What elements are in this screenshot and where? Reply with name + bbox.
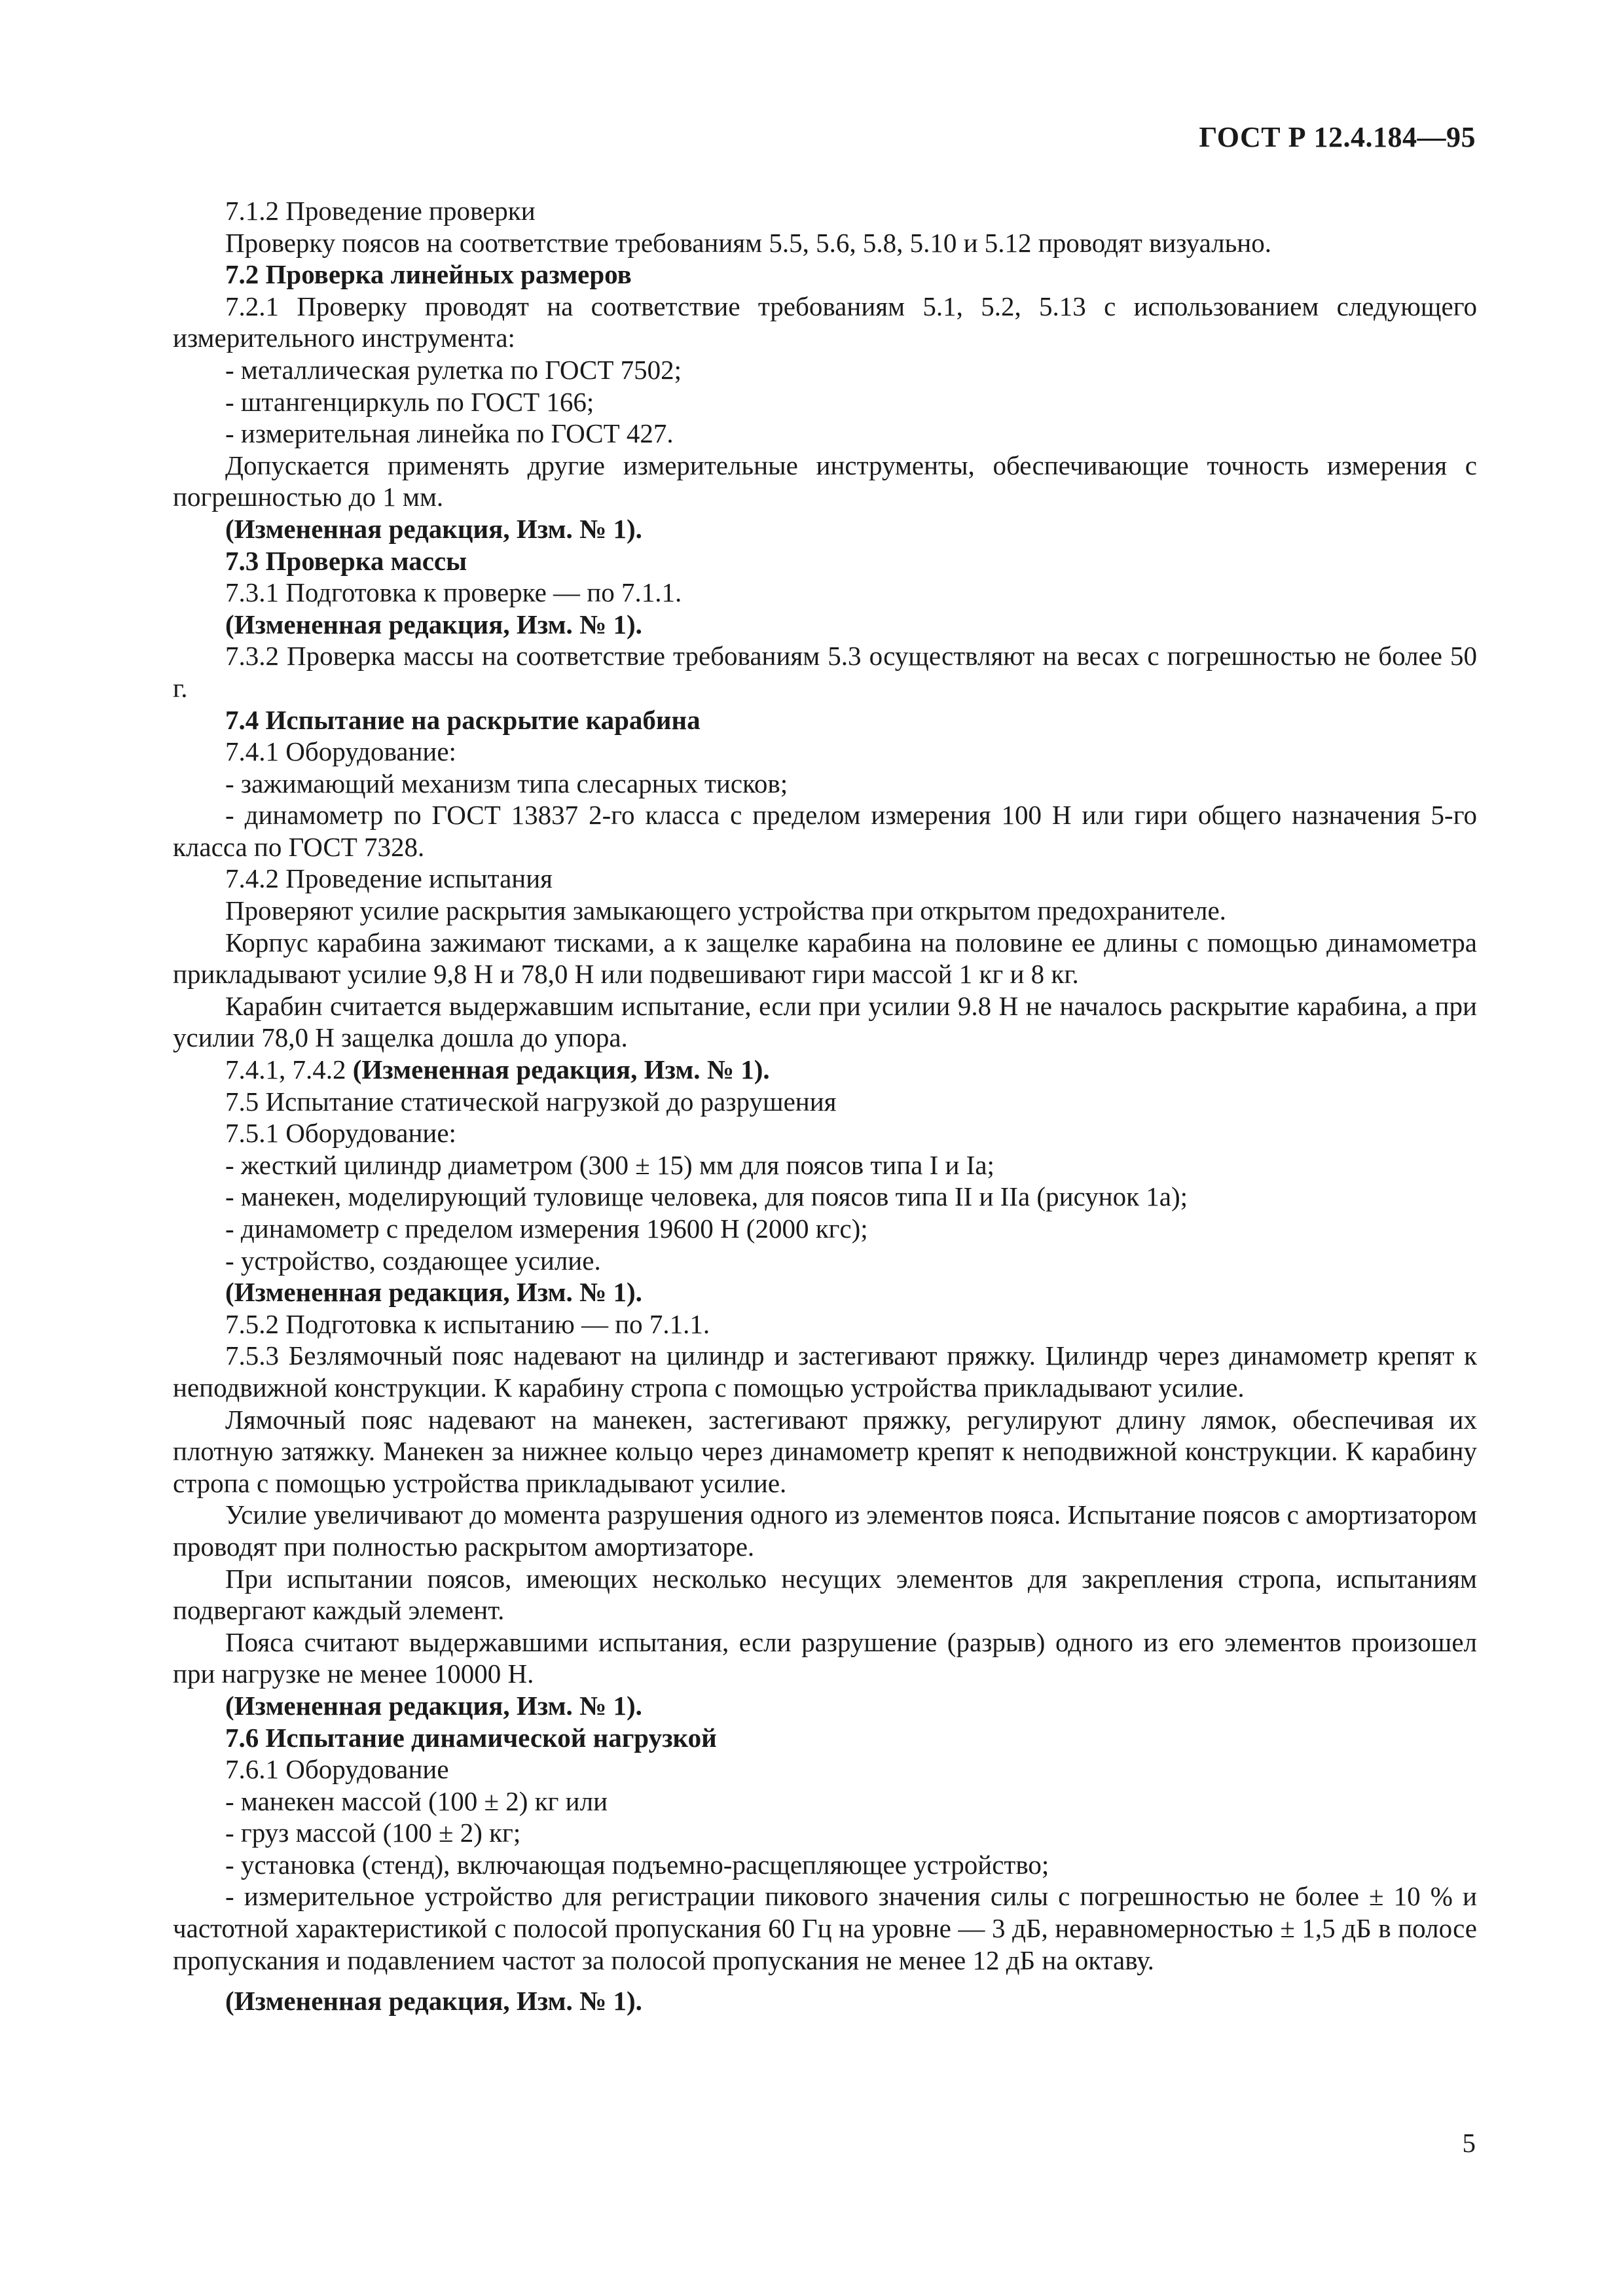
paragraph-38 (173, 1785, 1477, 1818)
paragraph-text: (Измененная редакция, Изм. № 1). (225, 1690, 642, 1721)
paragraph-0 (173, 195, 1477, 227)
paragraph-text: При испытании поясов, имеющих несколько несущих элементов для закрепления стропа, испытаниям подвергают каждый элемент. (173, 1563, 1477, 1626)
paragraph-35 (173, 1690, 1477, 1722)
paragraph-text: Пояса считают выдержавшими испытания, если разрушение (разрыв) одного из его элементов произошел при нагрузке не менее 10000 Н. (173, 1626, 1477, 1689)
paragraph-9 (173, 545, 1477, 577)
paragraph-31 (173, 1404, 1477, 1499)
paragraph-text: - манекен, моделирующий туловище человека, для поясов типа II и IIа (рисунок 1а); (225, 1181, 1188, 1212)
paragraph-20 (173, 990, 1477, 1054)
paragraph-28 (173, 1276, 1477, 1308)
paragraph-text: (Измененная редакция, Изм. № 1). (225, 513, 642, 544)
paragraph-text: 7.1.2 Проведение проверки (225, 196, 536, 226)
paragraph-15 (173, 768, 1477, 800)
paragraph-19 (173, 927, 1477, 990)
paragraph-text: 7.4.1 Оборудование: (225, 736, 456, 767)
paragraph-34 (173, 1626, 1477, 1690)
paragraph-6 (173, 418, 1477, 450)
paragraph-8 (173, 513, 1477, 545)
paragraph-text: 7.4.2 Проведение испытания (225, 863, 553, 894)
paragraph-text: - устройство, создающее усилие. (225, 1245, 601, 1276)
paragraph-40 (173, 1849, 1477, 1881)
paragraph-text: 7.2 Проверка линейных размеров (225, 259, 632, 290)
paragraph-23 (173, 1117, 1477, 1149)
paragraph-14 (173, 736, 1477, 768)
paragraph-39 (173, 1817, 1477, 1849)
paragraph-text: 7.6.1 Оборудование (225, 1754, 449, 1785)
paragraph-21 (173, 1054, 1477, 1086)
paragraph-41 (173, 1880, 1477, 1976)
paragraph-30 (173, 1340, 1477, 1403)
paragraph-text: Карабин считается выдержавшим испытание, если при усилии 9.8 Н не началось раскрытие карабина, а при усилии 78,0 Н защелка дошла до упора. (173, 990, 1477, 1053)
amendment-note: (Измененная редакция, Изм. № 1). (352, 1054, 770, 1085)
paragraph-5 (173, 386, 1477, 418)
paragraph-text: 7.4 Испытание на раскрытие карабина (225, 704, 701, 735)
paragraph-text: (Измененная редакция, Изм. № 1). (225, 609, 642, 639)
paragraph-text: 7.4.1, 7.4.2 (225, 1054, 353, 1085)
paragraph-11 (173, 609, 1477, 641)
paragraph-16 (173, 799, 1477, 863)
paragraph-text: 7.5 Испытание статической нагрузкой до разрушения (225, 1086, 837, 1117)
paragraph-37 (173, 1753, 1477, 1785)
paragraph-3 (173, 291, 1477, 354)
paragraph-text: - динамометр по ГОСТ 13837 2-го класса с пределом измерения 100 Н или гири общего назначения 5-го класса по ГОСТ 7328. (173, 800, 1477, 862)
paragraph-text: Допускается применять другие измерительные инструменты, обеспечивающие точность измерения с погрешностью до 1 мм. (173, 450, 1477, 512)
paragraph-text: 7.3.1 Подготовка к проверке — по 7.1.1. (225, 577, 682, 608)
document-body (173, 195, 1477, 2017)
paragraph-27 (173, 1245, 1477, 1277)
page-number: 5 (1462, 2128, 1476, 2158)
paragraph-36 (173, 1722, 1477, 1754)
paragraph-29 (173, 1308, 1477, 1340)
paragraph-2 (173, 259, 1477, 291)
paragraph-text: 7.6 Испытание динамической нагрузкой (225, 1722, 717, 1753)
paragraph-33 (173, 1563, 1477, 1626)
paragraph-22 (173, 1086, 1477, 1118)
paragraph-text: Лямочный пояс надевают на манекен, застегивают пряжку, регулируют длину лямок, обеспечивая их плотную затяжку. Манекен за нижнее кольцо через динамометр крепят к неподвижной конструкции. К карабину стропа с помощью устройства прикладывают усилие. (173, 1404, 1477, 1498)
document-header-gost-id: ГОСТ Р 12.4.184—95 (1199, 121, 1476, 153)
paragraph-text: - манекен массой (100 ± 2) кг или (225, 1785, 608, 1816)
paragraph-text: Усилие увеличивают до момента разрушения одного из элементов пояса. Испытание поясов с амортизатором проводят при полностью раскрытом амортизаторе. (173, 1499, 1477, 1562)
paragraph-17 (173, 863, 1477, 895)
paragraph-text: - штангенциркуль по ГОСТ 166; (225, 386, 594, 417)
paragraph-text: - металлическая рулетка по ГОСТ 7502; (225, 354, 682, 385)
paragraph-7 (173, 450, 1477, 513)
paragraph-24 (173, 1149, 1477, 1181)
paragraph-10 (173, 577, 1477, 609)
paragraph-text: - груз массой (100 ± 2) кг; (225, 1818, 521, 1848)
paragraph-12 (173, 640, 1477, 704)
paragraph-text: 7.5.3 Безлямочный пояс надевают на цилиндр и застегивают пряжку. Цилиндр через динамометр крепят к неподвижной конструкции. К карабину стропа с помощью устройства прикладывают усилие. (173, 1340, 1477, 1403)
paragraph-13 (173, 704, 1477, 736)
paragraph-18 (173, 895, 1477, 927)
paragraph-text: (Измененная редакция, Изм. № 1). (225, 1277, 642, 1308)
paragraph-text: 7.3.2 Проверка массы на соответствие требованиям 5.3 осуществляют на весах с погрешностью не более 50 г. (173, 641, 1477, 703)
paragraph-text: Корпус карабина зажимают тисками, а к защелке карабина на половине ее длины с помощью динамометра прикладывают усилие 9,8 Н и 78,0 Н или подвешивают гири массой 1 кг и 8 кг. (173, 927, 1477, 990)
paragraph-text: - зажимающий механизм типа слесарных тисков; (225, 768, 788, 798)
paragraph-text: Проверяют усилие раскрытия замыкающего устройства при открытом предохранителе. (225, 895, 1226, 926)
paragraph-text: - жесткий цилиндр диаметром (300 ± 15) мм для поясов типа I и Iа; (225, 1149, 994, 1180)
paragraph-text: Проверку поясов на соответствие требованиям 5.5, 5.6, 5.8, 5.10 и 5.12 проводят визуально. (225, 227, 1271, 258)
paragraph-text: 7.5.1 Оборудование: (225, 1118, 456, 1149)
paragraph-25 (173, 1181, 1477, 1213)
paragraph-32 (173, 1499, 1477, 1562)
paragraph-1 (173, 227, 1477, 259)
paragraph-text: - установка (стенд), включающая подъемно-расщепляющее устройство; (225, 1849, 1049, 1880)
paragraph-26 (173, 1213, 1477, 1245)
paragraph-text: 7.5.2 Подготовка к испытанию — по 7.1.1. (225, 1308, 710, 1339)
paragraph-42 (173, 1985, 1477, 2017)
paragraph-text: - динамометр с пределом измерения 19600 Н (2000 кгс); (225, 1213, 868, 1244)
paragraph-4 (173, 354, 1477, 386)
paragraph-text: - измерительное устройство для регистрации пикового значения силы с погрешностью не более ± 10 % и частотной характеристикой с полосой пропускания 60 Гц на уровне — 3 дБ, неравномерностью ± 1,5 дБ в полосе пропускания и подавлением частот за полосой пропускания не менее 12 дБ на октаву. (173, 1881, 1477, 1975)
paragraph-text: (Измененная редакция, Изм. № 1). (225, 1986, 642, 2017)
paragraph-text: 7.3 Проверка массы (225, 545, 467, 576)
paragraph-text: 7.2.1 Проверку проводят на соответствие требованиям 5.1, 5.2, 5.13 с использованием следующего измерительного инструмента: (173, 291, 1477, 353)
paragraph-text: - измерительная линейка по ГОСТ 427. (225, 418, 674, 449)
